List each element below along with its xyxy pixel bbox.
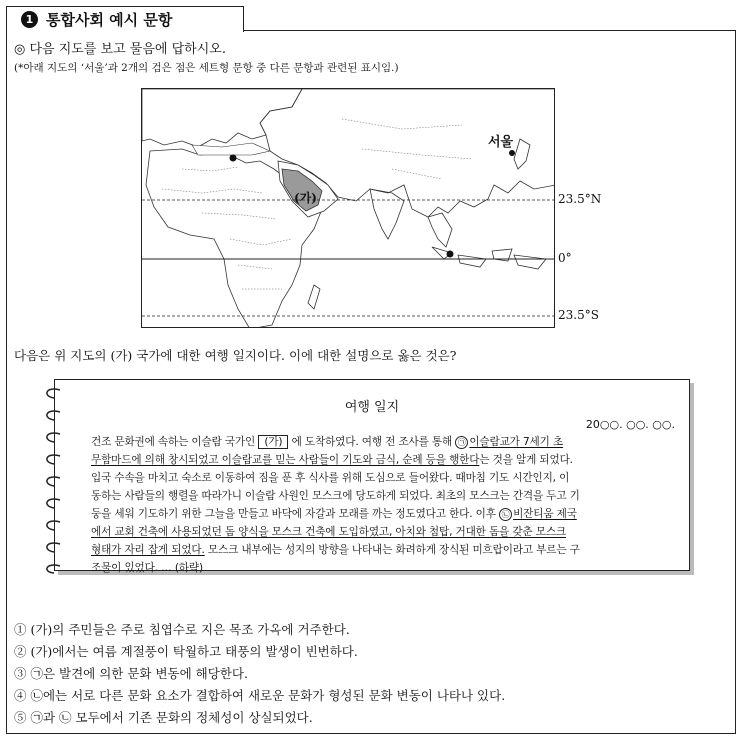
diary-line-3: 입국 수속을 마치고 숙소로 이동하여 짐을 푼 후 식사를 위해 도심으로 들어왔다. 때마침 기도 시간인지, 이 xyxy=(91,472,570,484)
diary-line-8: 조물이 있었다. … (하략) xyxy=(91,562,203,574)
question-title-text: 통합사회 예시 문항 xyxy=(46,11,173,29)
diary-line-1: 건조 문화권에 속하는 이슬람 국가인 (가) 에 도착하였다. 여행 전 조사를 통해 ㉠ 이슬람교가 7세기 초 xyxy=(91,436,564,448)
diary-title: 여행 일지 xyxy=(344,400,400,415)
world-map xyxy=(141,88,555,328)
diary-date: 20○○. ○○. ○○. xyxy=(585,418,675,431)
diary-line-6: 에서 교회 건축에 사용되었던 돔 양식을 모스크 건축에 도입하였고, 아치와 첨탑, 거대한 돔을 갖춘 모스크 xyxy=(91,526,566,538)
diary-line-5: 둥을 세워 기도하기 위한 그늘을 만들고 바닥에 자갈과 모래를 까는 정도였다고 한다. 이후 ㉡ 비잔티움 제국 xyxy=(91,508,577,520)
option-3[interactable]: ③ ㉠은 발견에 의한 문화 변동에 해당한다. xyxy=(14,666,248,681)
option-1[interactable]: ① (가)의 주민들은 주로 침엽수로 지은 목조 가옥에 거주한다. xyxy=(14,622,350,637)
diary-line-4: 동하는 사람들의 행렬을 따라가니 이슬람 사원인 모스크에 당도하게 되었다. 최초의 모스크는 간격을 두고 기 xyxy=(91,490,580,502)
note-text: (*아래 지도의 ‘서울’과 2개의 검은 점은 세트형 문항 중 다른 문항과 관련된 표시임.) xyxy=(14,62,399,74)
diary-line-2: 무함마드에 의해 창시되었고 이슬람교를 믿는 사람들이 기도와 금식, 순례 등을 행한다는 것을 알게 되었다. xyxy=(91,454,573,466)
option-5[interactable]: ⑤ ㉠과 ㉡ 모두에서 기존 문화의 정체성이 상실되었다. xyxy=(14,710,313,725)
option-4[interactable]: ④ ㉡에는 서로 다른 문화 요소가 결합하여 새로운 문화가 형성된 문화 변동이 나타나 있다. xyxy=(14,688,506,703)
country-blank-box: (가) xyxy=(258,435,288,449)
prompt-text: 다음은 위 지도의 (가) 국가에 대한 여행 일지이다. 이에 대한 설명으로 옳은 것은? xyxy=(14,348,457,363)
lat-label-south: 23.5°S xyxy=(558,308,599,322)
instruction-text: ◎ 다음 지도를 보고 물음에 답하시오. xyxy=(14,42,226,57)
question-number-badge: 1 xyxy=(21,11,38,28)
diary-line-7: 형태가 자리 잡게 되었다. 모스크 내부에는 성지의 방향을 나타내는 화려하게 장식된 미흐랍이라고 부르는 구 xyxy=(91,544,580,556)
lat-label-north: 23.5°N xyxy=(558,192,602,206)
spiral-binding-icon xyxy=(40,384,68,574)
world-map-silhouette-icon xyxy=(142,89,555,328)
map-label-ga: (가) xyxy=(294,191,317,205)
travel-diary-card xyxy=(54,379,690,574)
lat-label-equator: 0° xyxy=(558,251,572,265)
question-title xyxy=(6,6,244,32)
map-label-seoul: 서울 xyxy=(488,135,514,150)
option-2[interactable]: ② (가)에서는 여름 계절풍이 탁월하고 태풍의 발생이 빈번하다. xyxy=(14,644,358,659)
